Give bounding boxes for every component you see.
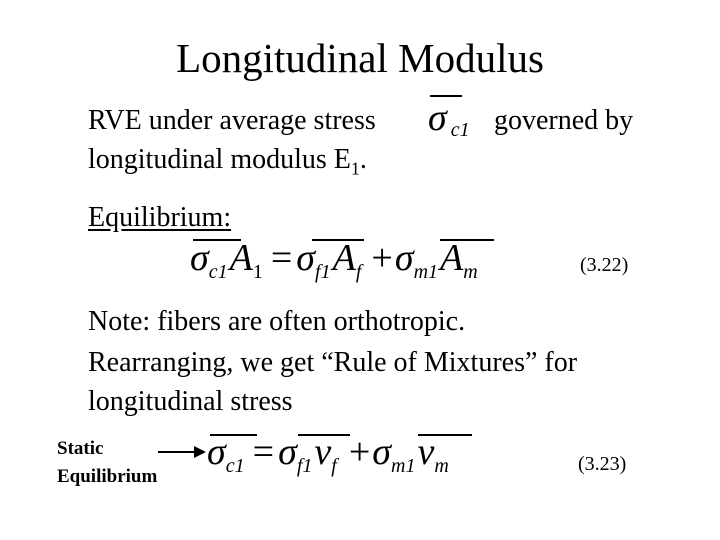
eq1-sub-f1: f1 xyxy=(315,261,331,283)
eq1-sigma-m1: σ xyxy=(394,237,414,279)
equilibrium-heading: Equilibrium: xyxy=(88,202,232,233)
sigma-symbol: σ xyxy=(428,97,447,139)
eq1-sigma-f1: σ xyxy=(296,237,316,279)
note-text: Note: fibers are often orthotropic. xyxy=(88,306,466,337)
eq2-equals: = xyxy=(252,431,275,473)
intro-line-1-end: governed by xyxy=(494,105,634,136)
static-label-line-2: Equilibrium xyxy=(57,466,158,487)
equation-3-22 xyxy=(190,236,478,283)
eq1-sub-m1: m1 xyxy=(413,261,439,283)
eq2-sub-f1: f1 xyxy=(296,455,313,477)
intro-line-2-text: longitudinal modulus E xyxy=(88,144,351,175)
eq2-sigma-c1: σ xyxy=(207,431,226,473)
rearranging-line-2: longitudinal stress xyxy=(88,386,293,417)
eq1-A-m: A xyxy=(440,237,464,279)
eq1-A-f: A xyxy=(332,237,356,279)
eq2-sub-m1: m1 xyxy=(391,455,416,477)
eq2-v-m: v xyxy=(417,431,435,473)
eq1-sigma-c1: σ xyxy=(190,237,209,279)
intro-sigma-c1 xyxy=(428,96,470,141)
eq2-sigma-f1: σ xyxy=(278,431,297,473)
intro-line-2 xyxy=(88,143,367,186)
equation-number-3-23: (3.23) xyxy=(578,453,627,475)
eq2-sub-m: m xyxy=(434,455,449,477)
eq2-sigma-m1: σ xyxy=(372,431,392,473)
eq1-plus: + xyxy=(371,237,393,279)
eq2-sub-f: f xyxy=(331,455,337,477)
intro-line-2-sub: 1 xyxy=(350,158,360,179)
intro-line-2-end: . xyxy=(359,144,367,175)
eq1-equals: = xyxy=(270,237,293,279)
subscript-c1: c1 xyxy=(450,119,470,141)
eq1-sub-m: m xyxy=(463,261,478,283)
equation-3-23 xyxy=(207,430,449,477)
slide-title: Longitudinal Modulus xyxy=(176,35,544,81)
eq1-sub-1: 1 xyxy=(252,261,263,283)
eq1-sub-c1: c1 xyxy=(208,261,228,283)
eq2-v-f: v xyxy=(314,431,332,473)
rearranging-line-1: Rearranging, we get “Rule of Mixtures” for xyxy=(88,347,578,378)
static-label-line-1: Static xyxy=(57,438,104,459)
equation-number-3-22: (3.22) xyxy=(580,254,629,276)
eq1-sub-f: f xyxy=(355,261,362,283)
eq2-plus: + xyxy=(348,431,371,473)
arrow-head xyxy=(194,446,206,458)
eq2-sub-c1: c1 xyxy=(225,455,245,477)
intro-line-1-start: RVE under average stress xyxy=(88,105,376,136)
eq1-A: A xyxy=(229,237,253,279)
